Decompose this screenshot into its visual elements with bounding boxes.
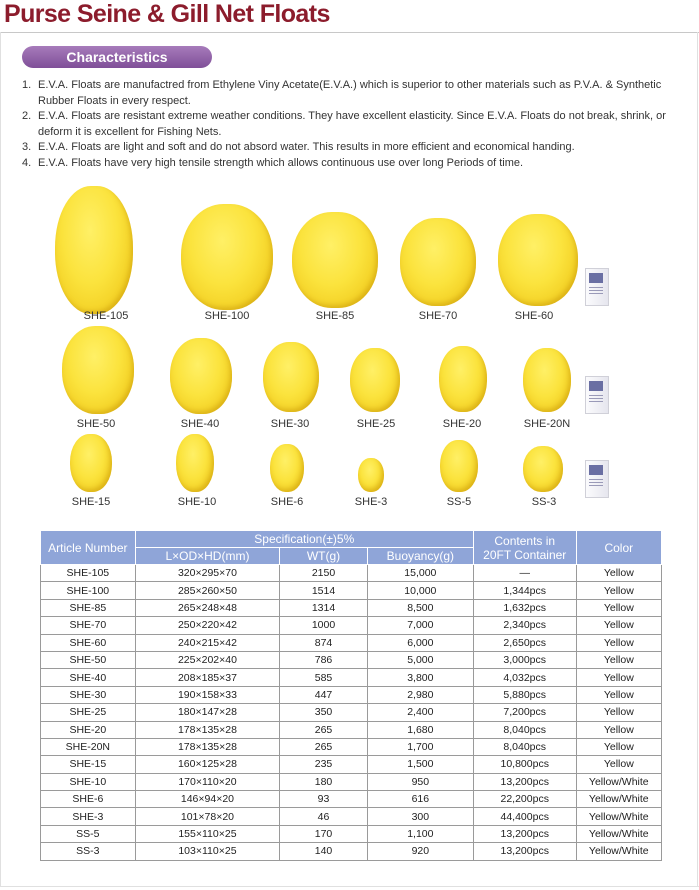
characteristic-number: 1. <box>22 79 32 91</box>
cell-buoyancy: 920 <box>367 843 473 860</box>
table-row <box>41 617 662 634</box>
cell-weight: 1000 <box>280 617 368 634</box>
specification-table <box>40 530 662 861</box>
cell-weight: 265 <box>280 738 368 755</box>
cell-article-number: SS-5 <box>41 825 136 842</box>
table-row <box>41 686 662 703</box>
frame-bottom-border <box>0 886 699 887</box>
cell-contents: 13,200pcs <box>473 773 576 790</box>
cell-color: Yellow <box>576 617 661 634</box>
cell-weight: 1314 <box>280 599 368 616</box>
cell-color: Yellow <box>576 634 661 651</box>
cell-dimensions: 180×147×28 <box>135 704 279 721</box>
table-body <box>41 565 662 861</box>
cell-contents: 2,650pcs <box>473 634 576 651</box>
float-image-she-100 <box>181 204 273 310</box>
cell-article-number: SHE-25 <box>41 704 136 721</box>
float-image-she-15 <box>70 434 112 492</box>
table-row <box>41 843 662 860</box>
cell-weight: 786 <box>280 651 368 668</box>
characteristic-text: E.V.A. Floats are manufactred from Ethylene Viny Acetate(E.V.A.) which is superior to other materials such as P.V.A. & Synthetic Rubber Floats in every respect. <box>38 79 662 107</box>
cell-contents: 13,200pcs <box>473 843 576 860</box>
cell-dimensions: 265×248×48 <box>135 599 279 616</box>
cell-article-number: SHE-60 <box>41 634 136 651</box>
characteristic-number: 4. <box>22 156 32 169</box>
scale-box-image <box>585 268 609 306</box>
cell-dimensions: 101×78×20 <box>135 808 279 825</box>
cell-color: Yellow <box>576 599 661 616</box>
float-label-she-85: SHE-85 <box>315 310 355 322</box>
cell-contents: 2,340pcs <box>473 617 576 634</box>
page-title: Purse Seine & Gill Net Floats <box>4 0 330 28</box>
cell-dimensions: 103×110×25 <box>135 843 279 860</box>
cell-buoyancy: 1,100 <box>367 825 473 842</box>
cell-color: Yellow <box>576 669 661 686</box>
table-row <box>41 704 662 721</box>
cell-contents: 7,200pcs <box>473 704 576 721</box>
cell-weight: 140 <box>280 843 368 860</box>
cell-buoyancy: 1,500 <box>367 756 473 773</box>
cell-color: Yellow/White <box>576 791 661 808</box>
cell-article-number: SHE-20N <box>41 738 136 755</box>
cell-weight: 93 <box>280 791 368 808</box>
table-row <box>41 651 662 668</box>
cell-weight: 2150 <box>280 565 368 582</box>
cell-dimensions: 250×220×42 <box>135 617 279 634</box>
cell-contents: 22,200pcs <box>473 791 576 808</box>
cell-buoyancy: 2,400 <box>367 704 473 721</box>
float-label-ss-5: SS-5 <box>446 496 472 508</box>
cell-contents: 4,032pcs <box>473 669 576 686</box>
cell-article-number: SHE-30 <box>41 686 136 703</box>
cell-weight: 585 <box>280 669 368 686</box>
cell-weight: 265 <box>280 721 368 738</box>
characteristic-item <box>22 109 682 140</box>
cell-article-number: SHE-10 <box>41 773 136 790</box>
float-label-she-60: SHE-60 <box>514 310 554 322</box>
characteristic-item <box>22 78 682 109</box>
cell-article-number: SHE-85 <box>41 599 136 616</box>
cell-dimensions: 178×135×28 <box>135 738 279 755</box>
table-header-row <box>41 531 662 548</box>
cell-article-number: SHE-6 <box>41 791 136 808</box>
header-color: Color <box>576 531 661 565</box>
cell-weight: 1514 <box>280 582 368 599</box>
cell-buoyancy: 300 <box>367 808 473 825</box>
float-image-she-30 <box>263 342 319 412</box>
table-row <box>41 599 662 616</box>
float-image-she-70 <box>400 218 476 306</box>
cell-buoyancy: 15,000 <box>367 565 473 582</box>
header-contents-line-2: 20FT Container <box>483 547 567 562</box>
cell-dimensions: 208×185×37 <box>135 669 279 686</box>
float-image-she-105 <box>55 186 133 314</box>
header-buoyancy: Buoyancy(g) <box>367 548 473 565</box>
cell-color: Yellow <box>576 686 661 703</box>
table-row <box>41 721 662 738</box>
float-label-she-100: SHE-100 <box>204 310 250 322</box>
characteristic-text: E.V.A. Floats are resistant extreme weather conditions. They have excellent elasticity. Since E.V.A. Floats do not break, shrink, or deform it is excellent for Fishing Nets. <box>38 110 666 138</box>
cell-color: Yellow <box>576 738 661 755</box>
scale-box-image <box>585 376 609 414</box>
header-contents-line-1: Contents in <box>494 533 556 548</box>
float-label-she-30: SHE-30 <box>270 418 310 430</box>
table-row <box>41 738 662 755</box>
cell-article-number: SS-3 <box>41 843 136 860</box>
characteristics-heading <box>22 46 212 68</box>
cell-article-number: SHE-50 <box>41 651 136 668</box>
float-image-she-20n <box>523 348 571 412</box>
header-dimensions: L×OD×HD(mm) <box>135 548 279 565</box>
cell-dimensions: 146×94×20 <box>135 791 279 808</box>
characteristic-item <box>22 140 682 156</box>
characteristics-list <box>22 78 682 171</box>
cell-color: Yellow <box>576 721 661 738</box>
cell-color: Yellow <box>576 651 661 668</box>
float-label-she-70: SHE-70 <box>418 310 458 322</box>
cell-color: Yellow <box>576 704 661 721</box>
cell-contents: 5,880pcs <box>473 686 576 703</box>
table-row <box>41 756 662 773</box>
characteristic-number: 3. <box>22 141 32 153</box>
table-row <box>41 773 662 790</box>
cell-dimensions: 190×158×33 <box>135 686 279 703</box>
cell-weight: 447 <box>280 686 368 703</box>
frame-left-border <box>0 32 1 887</box>
cell-article-number: SHE-70 <box>41 617 136 634</box>
table-row <box>41 808 662 825</box>
float-image-ss-3 <box>523 446 563 492</box>
cell-contents: 8,040pcs <box>473 738 576 755</box>
cell-color: Yellow <box>576 565 661 582</box>
table-row <box>41 634 662 651</box>
float-label-she-20n: SHE-20N <box>523 418 571 430</box>
cell-buoyancy: 7,000 <box>367 617 473 634</box>
cell-buoyancy: 3,800 <box>367 669 473 686</box>
cell-weight: 874 <box>280 634 368 651</box>
cell-contents: — <box>473 565 576 582</box>
cell-article-number: SHE-100 <box>41 582 136 599</box>
cell-weight: 350 <box>280 704 368 721</box>
cell-color: Yellow <box>576 756 661 773</box>
cell-dimensions: 225×202×40 <box>135 651 279 668</box>
cell-color: Yellow/White <box>576 825 661 842</box>
float-image-ss-5 <box>440 440 478 492</box>
float-label-she-25: SHE-25 <box>356 418 396 430</box>
characteristic-text: E.V.A. Floats are light and soft and do not absord water. This results in more efficient and economical handing. <box>38 141 575 153</box>
float-label-ss-3: SS-3 <box>531 496 557 508</box>
table-row <box>41 825 662 842</box>
float-image-she-10 <box>176 434 214 492</box>
characteristics-heading-label: Characteristics <box>66 49 168 65</box>
cell-dimensions: 320×295×70 <box>135 565 279 582</box>
cell-contents: 10,800pcs <box>473 756 576 773</box>
float-label-she-15: SHE-15 <box>71 496 111 508</box>
table-row <box>41 565 662 582</box>
cell-article-number: SHE-40 <box>41 669 136 686</box>
cell-dimensions: 160×125×28 <box>135 756 279 773</box>
title-divider <box>0 32 699 33</box>
cell-weight: 180 <box>280 773 368 790</box>
frame-right-border <box>697 32 698 887</box>
float-label-she-105: SHE-105 <box>83 310 129 322</box>
cell-color: Yellow <box>576 582 661 599</box>
cell-buoyancy: 1,680 <box>367 721 473 738</box>
header-specification: Specification(±)5% <box>135 531 473 548</box>
characteristic-item <box>22 156 682 172</box>
cell-dimensions: 178×135×28 <box>135 721 279 738</box>
header-weight: WT(g) <box>280 548 368 565</box>
cell-article-number: SHE-3 <box>41 808 136 825</box>
cell-contents: 1,632pcs <box>473 599 576 616</box>
cell-article-number: SHE-15 <box>41 756 136 773</box>
float-image-she-85 <box>292 212 378 308</box>
cell-article-number: SHE-20 <box>41 721 136 738</box>
cell-color: Yellow/White <box>576 773 661 790</box>
float-image-she-40 <box>170 338 232 414</box>
cell-buoyancy: 8,500 <box>367 599 473 616</box>
cell-buoyancy: 6,000 <box>367 634 473 651</box>
float-image-she-3 <box>358 458 384 492</box>
cell-dimensions: 155×110×25 <box>135 825 279 842</box>
cell-buoyancy: 5,000 <box>367 651 473 668</box>
float-label-she-20: SHE-20 <box>442 418 482 430</box>
cell-contents: 8,040pcs <box>473 721 576 738</box>
float-image-she-20 <box>439 346 487 412</box>
cell-color: Yellow/White <box>576 843 661 860</box>
cell-color: Yellow/White <box>576 808 661 825</box>
float-label-she-50: SHE-50 <box>76 418 116 430</box>
table-row <box>41 791 662 808</box>
float-label-she-40: SHE-40 <box>180 418 220 430</box>
float-label-she-6: SHE-6 <box>270 496 304 508</box>
scale-box-image <box>585 460 609 498</box>
cell-contents: 13,200pcs <box>473 825 576 842</box>
cell-dimensions: 285×260×50 <box>135 582 279 599</box>
cell-buoyancy: 2,980 <box>367 686 473 703</box>
header-article-number: Article Number <box>41 531 136 565</box>
cell-dimensions: 240×215×42 <box>135 634 279 651</box>
table-row <box>41 582 662 599</box>
header-contents <box>473 531 576 565</box>
cell-buoyancy: 1,700 <box>367 738 473 755</box>
cell-buoyancy: 10,000 <box>367 582 473 599</box>
cell-weight: 235 <box>280 756 368 773</box>
cell-contents: 3,000pcs <box>473 651 576 668</box>
cell-contents: 44,400pcs <box>473 808 576 825</box>
float-label-she-3: SHE-3 <box>354 496 388 508</box>
cell-dimensions: 170×110×20 <box>135 773 279 790</box>
float-image-she-50 <box>62 326 134 414</box>
cell-buoyancy: 616 <box>367 791 473 808</box>
table-row <box>41 669 662 686</box>
float-image-she-60 <box>498 214 578 306</box>
float-label-she-10: SHE-10 <box>177 496 217 508</box>
cell-buoyancy: 950 <box>367 773 473 790</box>
characteristic-number: 2. <box>22 110 32 122</box>
cell-weight: 46 <box>280 808 368 825</box>
characteristic-text: E.V.A. Floats have very high tensile strength which allows continuous use over long Periods of time. <box>38 156 524 169</box>
float-image-she-25 <box>350 348 400 412</box>
cell-article-number: SHE-105 <box>41 565 136 582</box>
float-image-she-6 <box>270 444 304 492</box>
cell-contents: 1,344pcs <box>473 582 576 599</box>
cell-weight: 170 <box>280 825 368 842</box>
